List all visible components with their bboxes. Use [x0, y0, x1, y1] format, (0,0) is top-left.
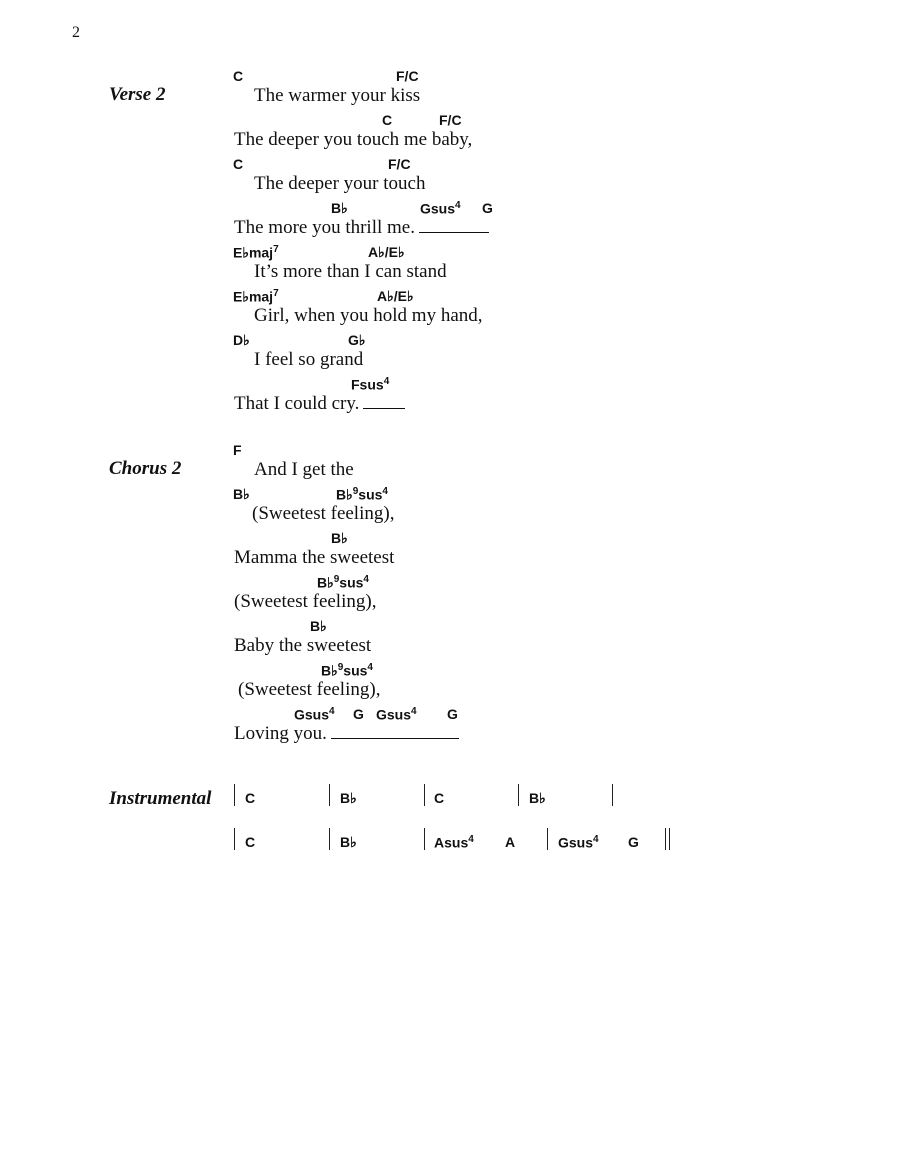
lyric-line	[0, 156, 900, 200]
chord: F/C	[439, 112, 462, 128]
chord: C	[382, 112, 393, 128]
chord: F/C	[396, 68, 419, 84]
chord: Gsus$^4$	[558, 834, 599, 851]
chord: A♭/E♭	[377, 288, 414, 304]
chord: C	[245, 834, 256, 850]
lyric-line	[0, 112, 900, 156]
chord: F/C	[388, 156, 411, 172]
lyric-text: That I could cry.	[234, 393, 360, 414]
lyric-text: The warmer your kiss	[254, 85, 421, 106]
lyric-text: Mamma the sweetest	[234, 547, 395, 568]
chord: Fsus$^4$	[351, 376, 390, 393]
chord: B♭$^9$sus$^4$	[317, 574, 369, 591]
lyric-line	[0, 376, 900, 420]
chord: G♭	[348, 332, 366, 348]
chord: B♭	[340, 790, 357, 806]
hold-line	[363, 394, 405, 409]
bar-line	[612, 784, 613, 806]
lyric-text: (Sweetest feeling),	[234, 591, 377, 612]
chord: C	[434, 790, 445, 806]
chord: A♭/E♭	[368, 244, 405, 260]
lyric-line	[0, 574, 900, 618]
lyric-line	[0, 530, 900, 574]
chord: A	[505, 834, 516, 850]
chord: G	[628, 834, 639, 850]
lyric-line	[0, 288, 900, 332]
chord: B♭	[331, 530, 348, 546]
chord: G	[482, 200, 493, 216]
lyric-text: And I get the	[254, 459, 354, 480]
lyric-line	[0, 706, 900, 750]
lyric-text: Loving you.	[234, 723, 327, 744]
bar-line	[547, 828, 548, 850]
lyric-line	[0, 662, 900, 706]
final-bar-line	[669, 828, 670, 850]
chord: F	[233, 442, 242, 458]
lyric-text: The more you thrill me.	[234, 217, 415, 238]
lyric-line	[0, 68, 900, 112]
chord: B♭	[529, 790, 546, 806]
chord: C	[233, 156, 244, 172]
chord: Gsus$^4$	[420, 200, 461, 217]
lyric-text: It’s more than I can stand	[254, 261, 447, 282]
chord: B♭	[233, 486, 250, 502]
bar-line	[424, 828, 425, 850]
lyric-text: I feel so grand	[254, 349, 364, 370]
chord: B♭$^9$sus$^4$	[336, 486, 388, 503]
lyric-line	[0, 486, 900, 530]
chord: E♭maj$^7$	[233, 244, 279, 261]
section-label-instrumental: Instrumental	[109, 788, 212, 809]
lyric-line	[0, 618, 900, 662]
chord: Gsus$^4$	[376, 706, 417, 723]
section-label-chorus-2: Chorus 2	[109, 458, 182, 479]
lyric-line	[0, 332, 900, 376]
lyric-line	[0, 200, 900, 244]
final-bar-line	[665, 828, 666, 850]
lyric-line	[0, 244, 900, 288]
bar-line	[234, 784, 235, 806]
lyric-text: Baby the sweetest	[234, 635, 372, 656]
bar-line	[424, 784, 425, 806]
chord: G	[353, 706, 364, 722]
chord: B♭	[310, 618, 327, 634]
lyric-text: (Sweetest feeling),	[238, 679, 381, 700]
lyric-text: The deeper you touch me baby,	[234, 129, 473, 150]
lyric-text: (Sweetest feeling),	[252, 503, 395, 524]
hold-line	[419, 218, 489, 233]
chord: B♭	[340, 834, 357, 850]
chord: Asus$^4$	[434, 834, 474, 851]
chord: B♭	[331, 200, 348, 216]
chord: B♭$^9$sus$^4$	[321, 662, 373, 679]
bar-line	[329, 828, 330, 850]
chord: C	[245, 790, 256, 806]
lyric-text: Girl, when you hold my hand,	[254, 305, 483, 326]
chord: Gsus$^4$	[294, 706, 335, 723]
chord: D♭	[233, 332, 250, 348]
lyric-text: The deeper your touch	[254, 173, 426, 194]
chord: E♭maj$^7$	[233, 288, 279, 305]
bar-line	[329, 784, 330, 806]
lyric-line	[0, 442, 900, 486]
section-label-verse-2: Verse 2	[109, 84, 166, 105]
bar-line	[518, 784, 519, 806]
bar-line	[234, 828, 235, 850]
hold-line	[331, 724, 459, 739]
page-number: 2	[72, 24, 80, 41]
chord: G	[447, 706, 458, 722]
chord: C	[233, 68, 244, 84]
